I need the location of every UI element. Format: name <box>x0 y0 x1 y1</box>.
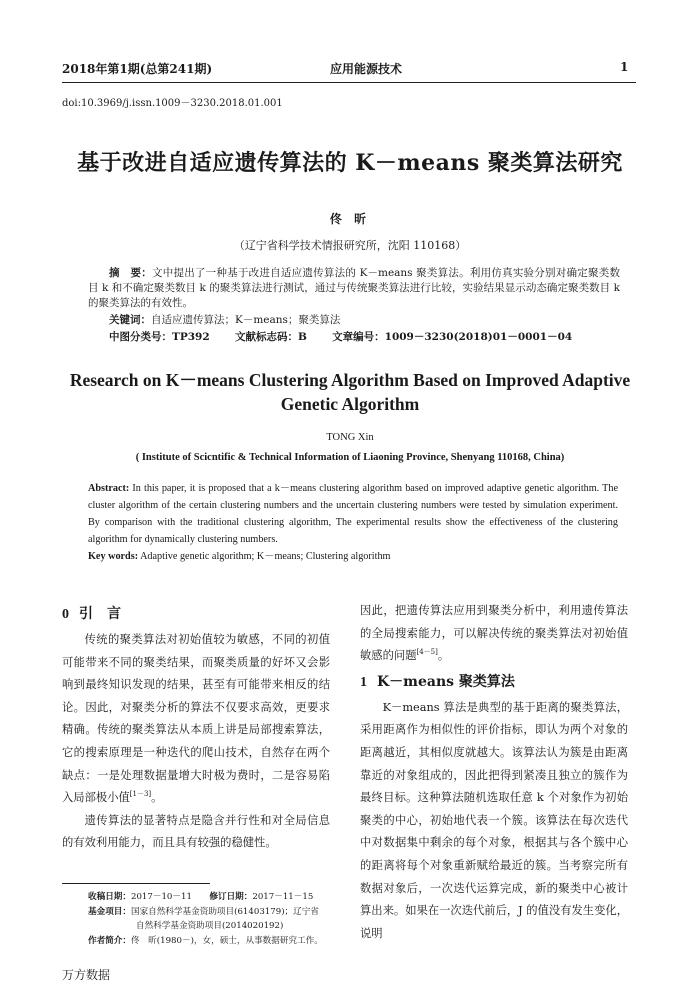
footnote-fund-line2: 自然科学基金资助项目(2014020192) <box>136 921 284 931</box>
abstract-cn-text: 文中提出了一种基于改进自适应遗传算法的 K－means 聚类算法。利用仿真实验分别对确定聚类数目 k 和不确定聚类数目 k 的聚类算法进行测试，通过与传统聚类算法进行比较，实验结果显示动态确定聚类数目 k 的聚类算法的有效性。 <box>88 267 620 309</box>
title-en: Research on K－means Clustering Algorithm Based on Improved Adaptive Genetic Algorithm <box>69 370 631 414</box>
watermark: 万方数据 <box>62 968 111 982</box>
section-1-paragraph-1: K－means 算法是典型的基于距离的聚类算法，采用距离作为相似性的评价指标，即认为两个对象的距离越近，其相似度就越大。该算法认为簇是由距离靠近的对象组成的，因此把得到紧凑且独立的簇作为最终目标。这种算法随机选取任意 k 个对象作为初始聚类的中心，初始地代表一个簇。该算法在每次迭代中对数据集中剩余的每个对象，根据其与各个簇中心的距离将每个对象重新赋给最近的簇。当考察完所有数据对象后，一次迭代运算完成，新的聚类中心被计算出来。如果在一次迭代前后，J 的值没有发生变化，说明 <box>360 700 628 940</box>
classification-line: 中图分类号：TP392 文献标志码：B 文章编号：1009－3230(2018)01－0001－04 <box>109 331 573 343</box>
author-en: TONG Xin <box>326 432 374 443</box>
left-column <box>62 600 330 855</box>
journal-name: 应用能源技术 <box>330 62 403 76</box>
abstract-cn <box>88 266 620 345</box>
citation-4-5: [4－5] <box>416 648 438 657</box>
journal-issue: 2018年第1期(总第241期) <box>62 62 213 76</box>
keywords-cn: 关键词：自适应遗传算法；K－means；聚类算法 <box>109 314 341 326</box>
title-cn: 基于改进自适应遗传算法的 K－means 聚类算法研究 <box>77 150 623 176</box>
right-column <box>360 600 628 945</box>
intro-paragraph-1: 传统的聚类算法对初始值较为敏感，不同的初值可能带来不同的聚类结果，而聚类质量的好坏又会影响到最终知识发现的结果，甚至有可能带来相反的结论。因此，对聚类分析的算法不仅要求高效，更要求精确。传统的聚类算法从本质上讲是局部搜索算法，它的搜索原理是一种迭代的爬山技术，自然存在两个缺点：一是处理数据量增大时极为费时，二是容易陷入局部极小值[1－3]。 <box>62 633 330 805</box>
abstract-cn-label: 摘 要： <box>109 267 152 279</box>
affiliation-en: ( Institute of Scicntific & Technical Information of Liaoning Province, Shenyang 110168, China) <box>135 452 565 463</box>
citation-1-3: [1－3] <box>129 790 152 799</box>
footnote-fund: 基金项目：国家自然科学基金资助项目(61403179)；辽宁省 <box>88 906 319 917</box>
keywords-en: Key words: Adaptive genetic algorithm; K－means; Clustering algorithm <box>88 551 391 562</box>
section-0-heading: 0 引 言 <box>62 606 121 622</box>
abstract-en-label: Abstract: <box>88 483 130 494</box>
abstract-en-text: In this paper, it is proposed that a k－means clustering algorithm based on improved adaptive genetic algorithm. The cluster algorithm of the certain clustering numbers and the uncertain clustering numbers were tested by simulation experiment. By comparison with the traditional clustering algorithm, The experimental results show the effectiveness of the clustering algorithm for dynamically clustering numbers. <box>88 483 618 545</box>
footnote <box>88 890 346 948</box>
intro-paragraph-2: 遗传算法的显著特点是隐含并行性和对全局信息的有效利用能力，而且具有较强的稳健性。 <box>62 813 330 850</box>
right-paragraph-1: 因此，把遗传算法应用到聚类分析中，利用遗传算法的全局搜索能力，可以解决传统的聚类算法对初始值敏感的问题[4－5]。 <box>360 604 628 663</box>
section-1-heading: 1 K－means 聚类算法 <box>360 673 515 690</box>
footnote-bio: 作者简介：佟 昕(1980－)，女，硕士，从事数据研究工作。 <box>88 935 323 946</box>
footnote-rule <box>62 883 210 884</box>
doi: doi:10.3969/j.issn.1009－3230.2018.01.001 <box>62 98 283 109</box>
header-rule <box>62 82 636 83</box>
abstract-en <box>88 480 618 565</box>
author-cn: 佟 昕 <box>329 212 371 226</box>
affiliation-cn: （辽宁省科学技术情报研究所，沈阳 110168） <box>233 239 467 252</box>
footnote-dates: 收稿日期：2017－10－11 修订日期：2017－11－15 <box>88 892 314 902</box>
page-number: 1 <box>620 60 629 74</box>
